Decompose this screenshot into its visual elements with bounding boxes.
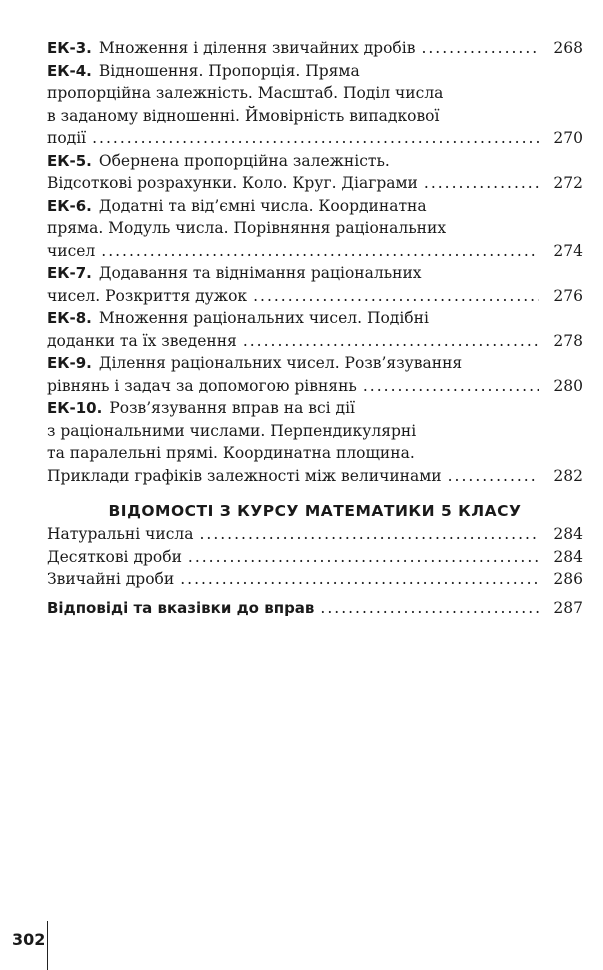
entry-title-cont: чисел. Розкриття дужок — [47, 286, 248, 305]
page-number: 272 — [553, 174, 583, 192]
entry-title-cont: події — [47, 129, 87, 147]
section-heading: ВІДОМОСТІ З КУРСУ МАТЕМАТИКИ 5 КЛАСУ — [108, 502, 522, 520]
entry-title: Множення і ділення звичайних дробів — [98, 39, 416, 57]
toc-entry-ek9[interactable] — [47, 352, 583, 397]
entry-title-cont: з раціональними числами. Перпендикулярні — [47, 421, 417, 440]
entry-title: Додавання та віднімання раціональних — [98, 264, 422, 282]
page-number: 278 — [553, 331, 583, 350]
entry-title: Додатні та від’ємні числа. Координатна — [98, 196, 427, 215]
page-number: 282 — [553, 466, 583, 485]
dot-leader — [424, 172, 539, 195]
entry-title-cont: Відсоткові розрахунки. Коло. Круг. Діаграми — [47, 174, 418, 192]
entry-code: ЕК-9. — [47, 354, 92, 372]
toc-entry-decimals[interactable] — [47, 546, 583, 569]
dot-leader — [421, 37, 539, 60]
page-number: 284 — [553, 547, 583, 566]
entry-title: Звичайні дроби — [47, 570, 175, 588]
entry-title-cont: рівнянь і задач за допомогою рівнянь — [47, 376, 357, 395]
entry-title: Відповіді та вказівки до вправ — [47, 598, 315, 617]
toc-entry-ek6[interactable] — [47, 195, 583, 263]
dot-leader — [199, 523, 539, 546]
page-folio: 302 — [12, 930, 46, 949]
folio-rule — [47, 921, 48, 970]
entry-title-cont: чисел — [47, 241, 96, 260]
toc-entry-ek4[interactable] — [47, 60, 583, 150]
dot-leader — [180, 568, 539, 591]
page-number: 268 — [553, 39, 583, 57]
dot-leader — [320, 597, 539, 620]
entry-title-cont: в заданому відношенні. Ймовірність випадкової — [47, 106, 440, 125]
entry-title: Десяткові дроби — [47, 547, 182, 566]
toc-entry-ek3[interactable] — [47, 37, 583, 60]
dot-leader — [363, 375, 539, 398]
entry-code: ЕК-7. — [47, 264, 92, 282]
toc-entry-ek7[interactable] — [47, 262, 583, 307]
page-number: 276 — [553, 286, 583, 305]
entry-code: ЕК-6. — [47, 196, 92, 215]
entry-title-cont: пропорційна залежність. Масштаб. Поділ числа — [47, 84, 444, 102]
toc-entry-answers[interactable] — [47, 597, 583, 620]
page-number: 287 — [553, 598, 583, 617]
entry-title-cont: та паралельні прямі. Координатна площина. — [47, 444, 415, 462]
entry-code: ЕК-8. — [47, 309, 92, 327]
page-number: 286 — [553, 570, 583, 588]
toc-entry-natural-numbers[interactable] — [47, 523, 583, 546]
entry-title-cont: Приклади графіків залежності між величинами — [47, 466, 442, 485]
entry-title: Натуральні числа — [47, 525, 194, 543]
entry-title: Множення раціональних чисел. Подібні — [98, 309, 429, 327]
toc-entry-ek8[interactable] — [47, 307, 583, 352]
entry-title: Ділення раціональних чисел. Розв’язування — [98, 354, 463, 372]
dot-leader — [101, 240, 539, 263]
dot-leader — [448, 465, 539, 488]
toc-entry-ek5[interactable] — [47, 150, 583, 195]
table-of-contents — [47, 37, 583, 619]
entry-code: ЕК-3. — [47, 39, 92, 57]
entry-code: ЕК-4. — [47, 61, 92, 80]
entry-title: Розв’язування вправ на всі дії — [109, 399, 355, 417]
toc-entry-fractions[interactable] — [47, 568, 583, 591]
dot-leader — [92, 127, 539, 150]
entry-code: ЕК-5. — [47, 151, 92, 170]
entry-title-cont: пряма. Модуль числа. Порівняння раціональних — [47, 219, 447, 237]
entry-title: Відношення. Пропорція. Пряма — [98, 61, 360, 80]
entry-title-cont: доданки та їх зведення — [47, 331, 237, 350]
page-number: 274 — [553, 241, 583, 260]
dot-leader — [188, 546, 539, 569]
entry-code: ЕК-10. — [47, 399, 103, 417]
entry-title: Обернена пропорційна залежність. — [98, 151, 390, 170]
page-number: 270 — [553, 129, 583, 147]
page-number: 280 — [553, 376, 583, 395]
page-number: 284 — [553, 525, 583, 543]
dot-leader — [243, 330, 539, 353]
dot-leader — [253, 285, 539, 308]
toc-entry-ek10[interactable] — [47, 397, 583, 487]
